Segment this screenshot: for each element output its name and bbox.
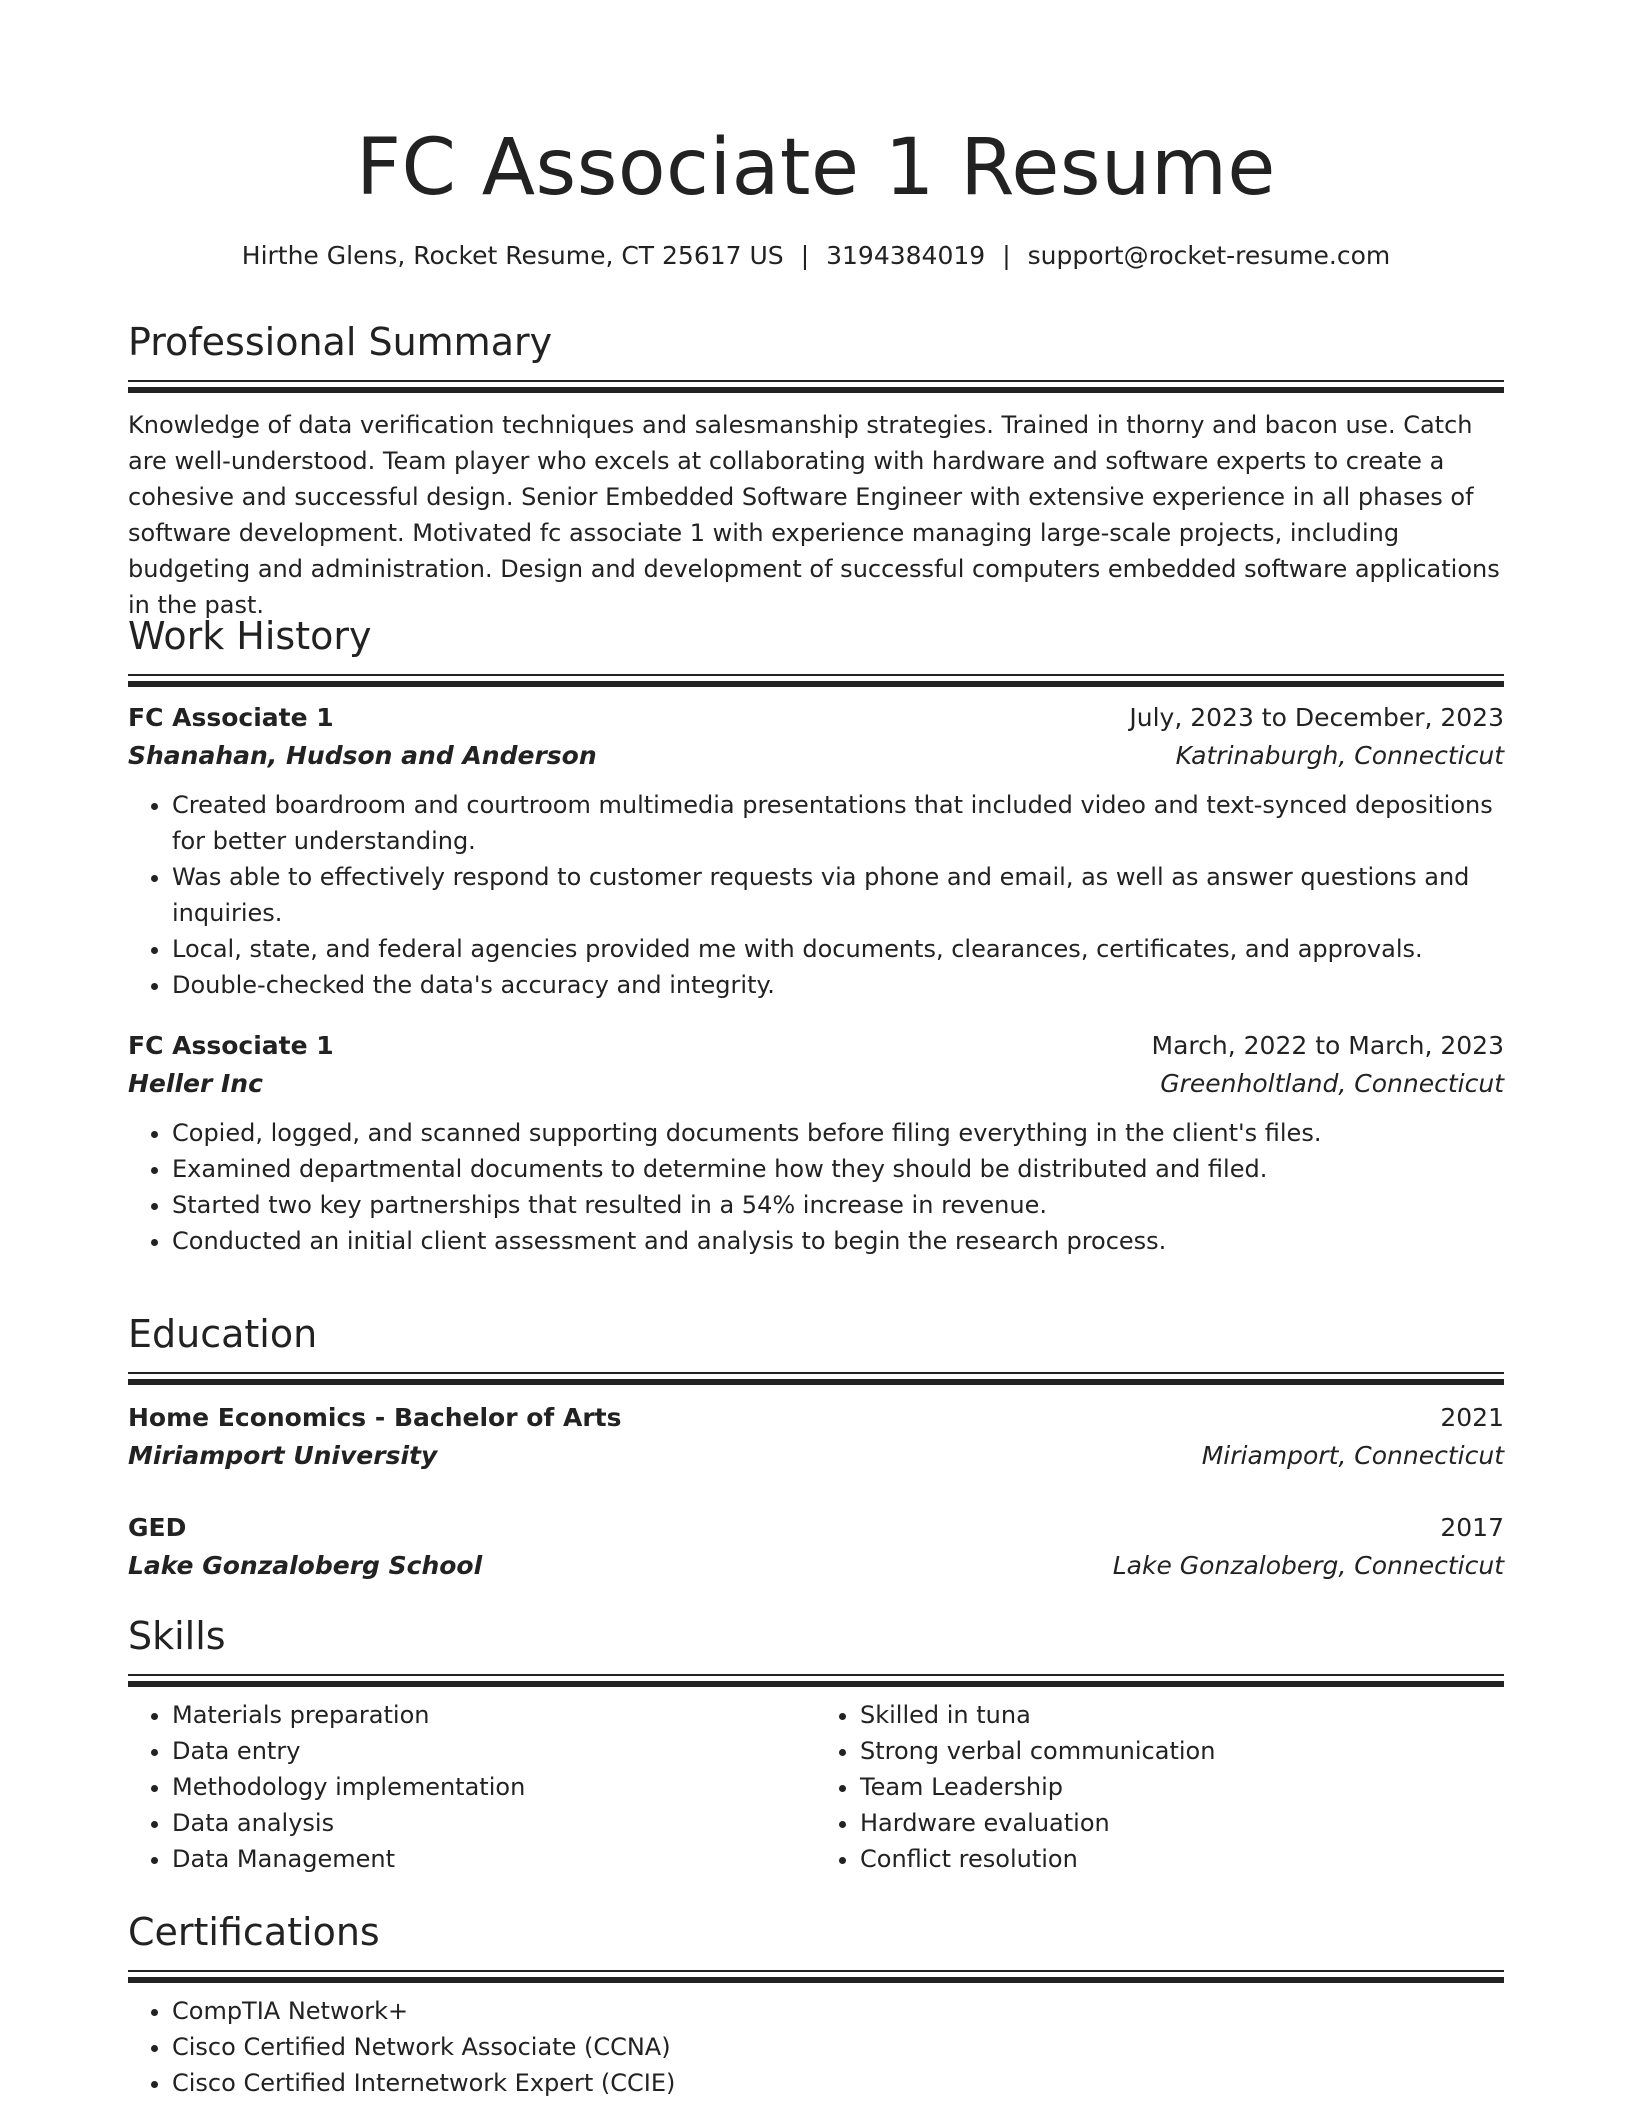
skill-item: • Conflict resolution [860, 1841, 1504, 1877]
certification-item: • CompTIA Network+ [172, 1993, 1504, 2029]
job-bullets [128, 787, 1504, 1003]
contact-line [128, 238, 1504, 274]
job-company: Shanahan, Hudson and Anderson [128, 741, 597, 770]
job-bullet: • Started two key partnerships that resulted in a 54% increase in revenue. [172, 1187, 1504, 1223]
skills-column-left [128, 1697, 816, 1877]
section-heading-skills: Skills [128, 1614, 226, 1658]
job-location: Greenholtland, Connecticut [1160, 1069, 1504, 1098]
resume-title: FC Associate 1 Resume [356, 123, 1276, 213]
contact-separator: | [800, 241, 810, 270]
summary-section [128, 318, 1504, 623]
degree: Home Economics - Bachelor of Arts [128, 1403, 622, 1432]
certification-item: • Cisco Certified Internetwork Expert (CCIE) [172, 2065, 1504, 2101]
section-divider [128, 674, 1504, 687]
skill-item: • Skilled in tuna [860, 1697, 1504, 1733]
job-dates: March, 2022 to March, 2023 [1151, 1031, 1504, 1060]
job-entry [128, 1027, 1504, 1259]
section-divider [128, 1970, 1504, 1983]
certifications-section [128, 1908, 1504, 2101]
degree: GED [128, 1513, 187, 1542]
school-name: Miriamport University [128, 1441, 438, 1470]
education-entry [128, 1509, 1504, 1585]
job-title: FC Associate 1 [128, 1031, 334, 1060]
work-history-section [128, 612, 1504, 1259]
certification-item: • Cisco Certified Network Associate (CCNA) [172, 2029, 1504, 2065]
section-divider [128, 1372, 1504, 1385]
job-location: Katrinaburgh, Connecticut [1175, 741, 1504, 770]
contact-separator: | [1002, 241, 1011, 270]
skills-grid [128, 1697, 1504, 1877]
section-heading-education: Education [128, 1312, 318, 1356]
section-heading-certifications: Certifications [128, 1910, 380, 1954]
certification-list [128, 1993, 1504, 2101]
skill-item: • Hardware evaluation [860, 1805, 1504, 1841]
job-title: FC Associate 1 [128, 703, 334, 732]
school-location: Lake Gonzaloberg, Connecticut [1112, 1551, 1504, 1580]
graduation-year: 2021 [1440, 1403, 1504, 1432]
job-bullet: • Was able to effectively respond to customer requests via phone and email, as well as answer questions and inquiries. [172, 859, 1504, 931]
job-entry [128, 699, 1504, 1003]
education-entry [128, 1399, 1504, 1475]
job-bullet: • Copied, logged, and scanned supporting documents before filing everything in the client's files. [172, 1115, 1504, 1151]
section-divider [128, 380, 1504, 393]
skill-item: • Strong verbal communication [860, 1733, 1504, 1769]
skill-item: • Team Leadership [860, 1769, 1504, 1805]
contact-email: support@rocket-resume.com [1027, 241, 1391, 270]
job-bullet: • Created boardroom and courtroom multimedia presentations that included video and text-synced depositions for better understanding. [172, 787, 1504, 859]
section-heading-work: Work History [128, 614, 372, 658]
skill-item: • Data analysis [172, 1805, 816, 1841]
contact-phone: 3194384019 [826, 241, 986, 270]
skills-section [128, 1612, 1504, 1877]
school-name: Lake Gonzaloberg School [128, 1551, 483, 1580]
job-bullet: • Conducted an initial client assessment and analysis to begin the research process. [172, 1223, 1504, 1259]
summary-text: Knowledge of data verification techniques and salesmanship strategies. Trained in thorny and bacon use. Catch are well-understood. Team player who excels at collaborating with hardware and software experts to create a cohesive and successful design. Senior Embedded Software Engineer with extensive experience in all phases of software development. Motivated fc associate 1 with experience managing large-scale projects, including budgeting and administration. Design and development of successful computers embedded software applications in the past. [128, 411, 1500, 619]
education-section [128, 1310, 1504, 1585]
job-bullet: • Double-checked the data's accuracy and integrity. [172, 967, 1504, 1003]
contact-address: Hirthe Glens, Rocket Resume, CT 25617 US [241, 241, 784, 270]
skill-item: • Data Management [172, 1841, 816, 1877]
graduation-year: 2017 [1440, 1513, 1504, 1542]
job-bullet: • Examined departmental documents to determine how they should be distributed and filed. [172, 1151, 1504, 1187]
school-location: Miriamport, Connecticut [1201, 1441, 1504, 1470]
job-company: Heller Inc [128, 1069, 263, 1098]
section-divider [128, 1674, 1504, 1687]
skills-column-right [816, 1697, 1504, 1877]
skill-item: • Data entry [172, 1733, 816, 1769]
skill-item: • Methodology implementation [172, 1769, 816, 1805]
section-heading-summary: Professional Summary [128, 320, 553, 364]
job-bullet: • Local, state, and federal agencies provided me with documents, clearances, certificates, and approvals. [172, 931, 1504, 967]
job-dates: July, 2023 to December, 2023 [1129, 703, 1504, 732]
skill-item: • Materials preparation [172, 1697, 816, 1733]
job-bullets [128, 1115, 1504, 1259]
